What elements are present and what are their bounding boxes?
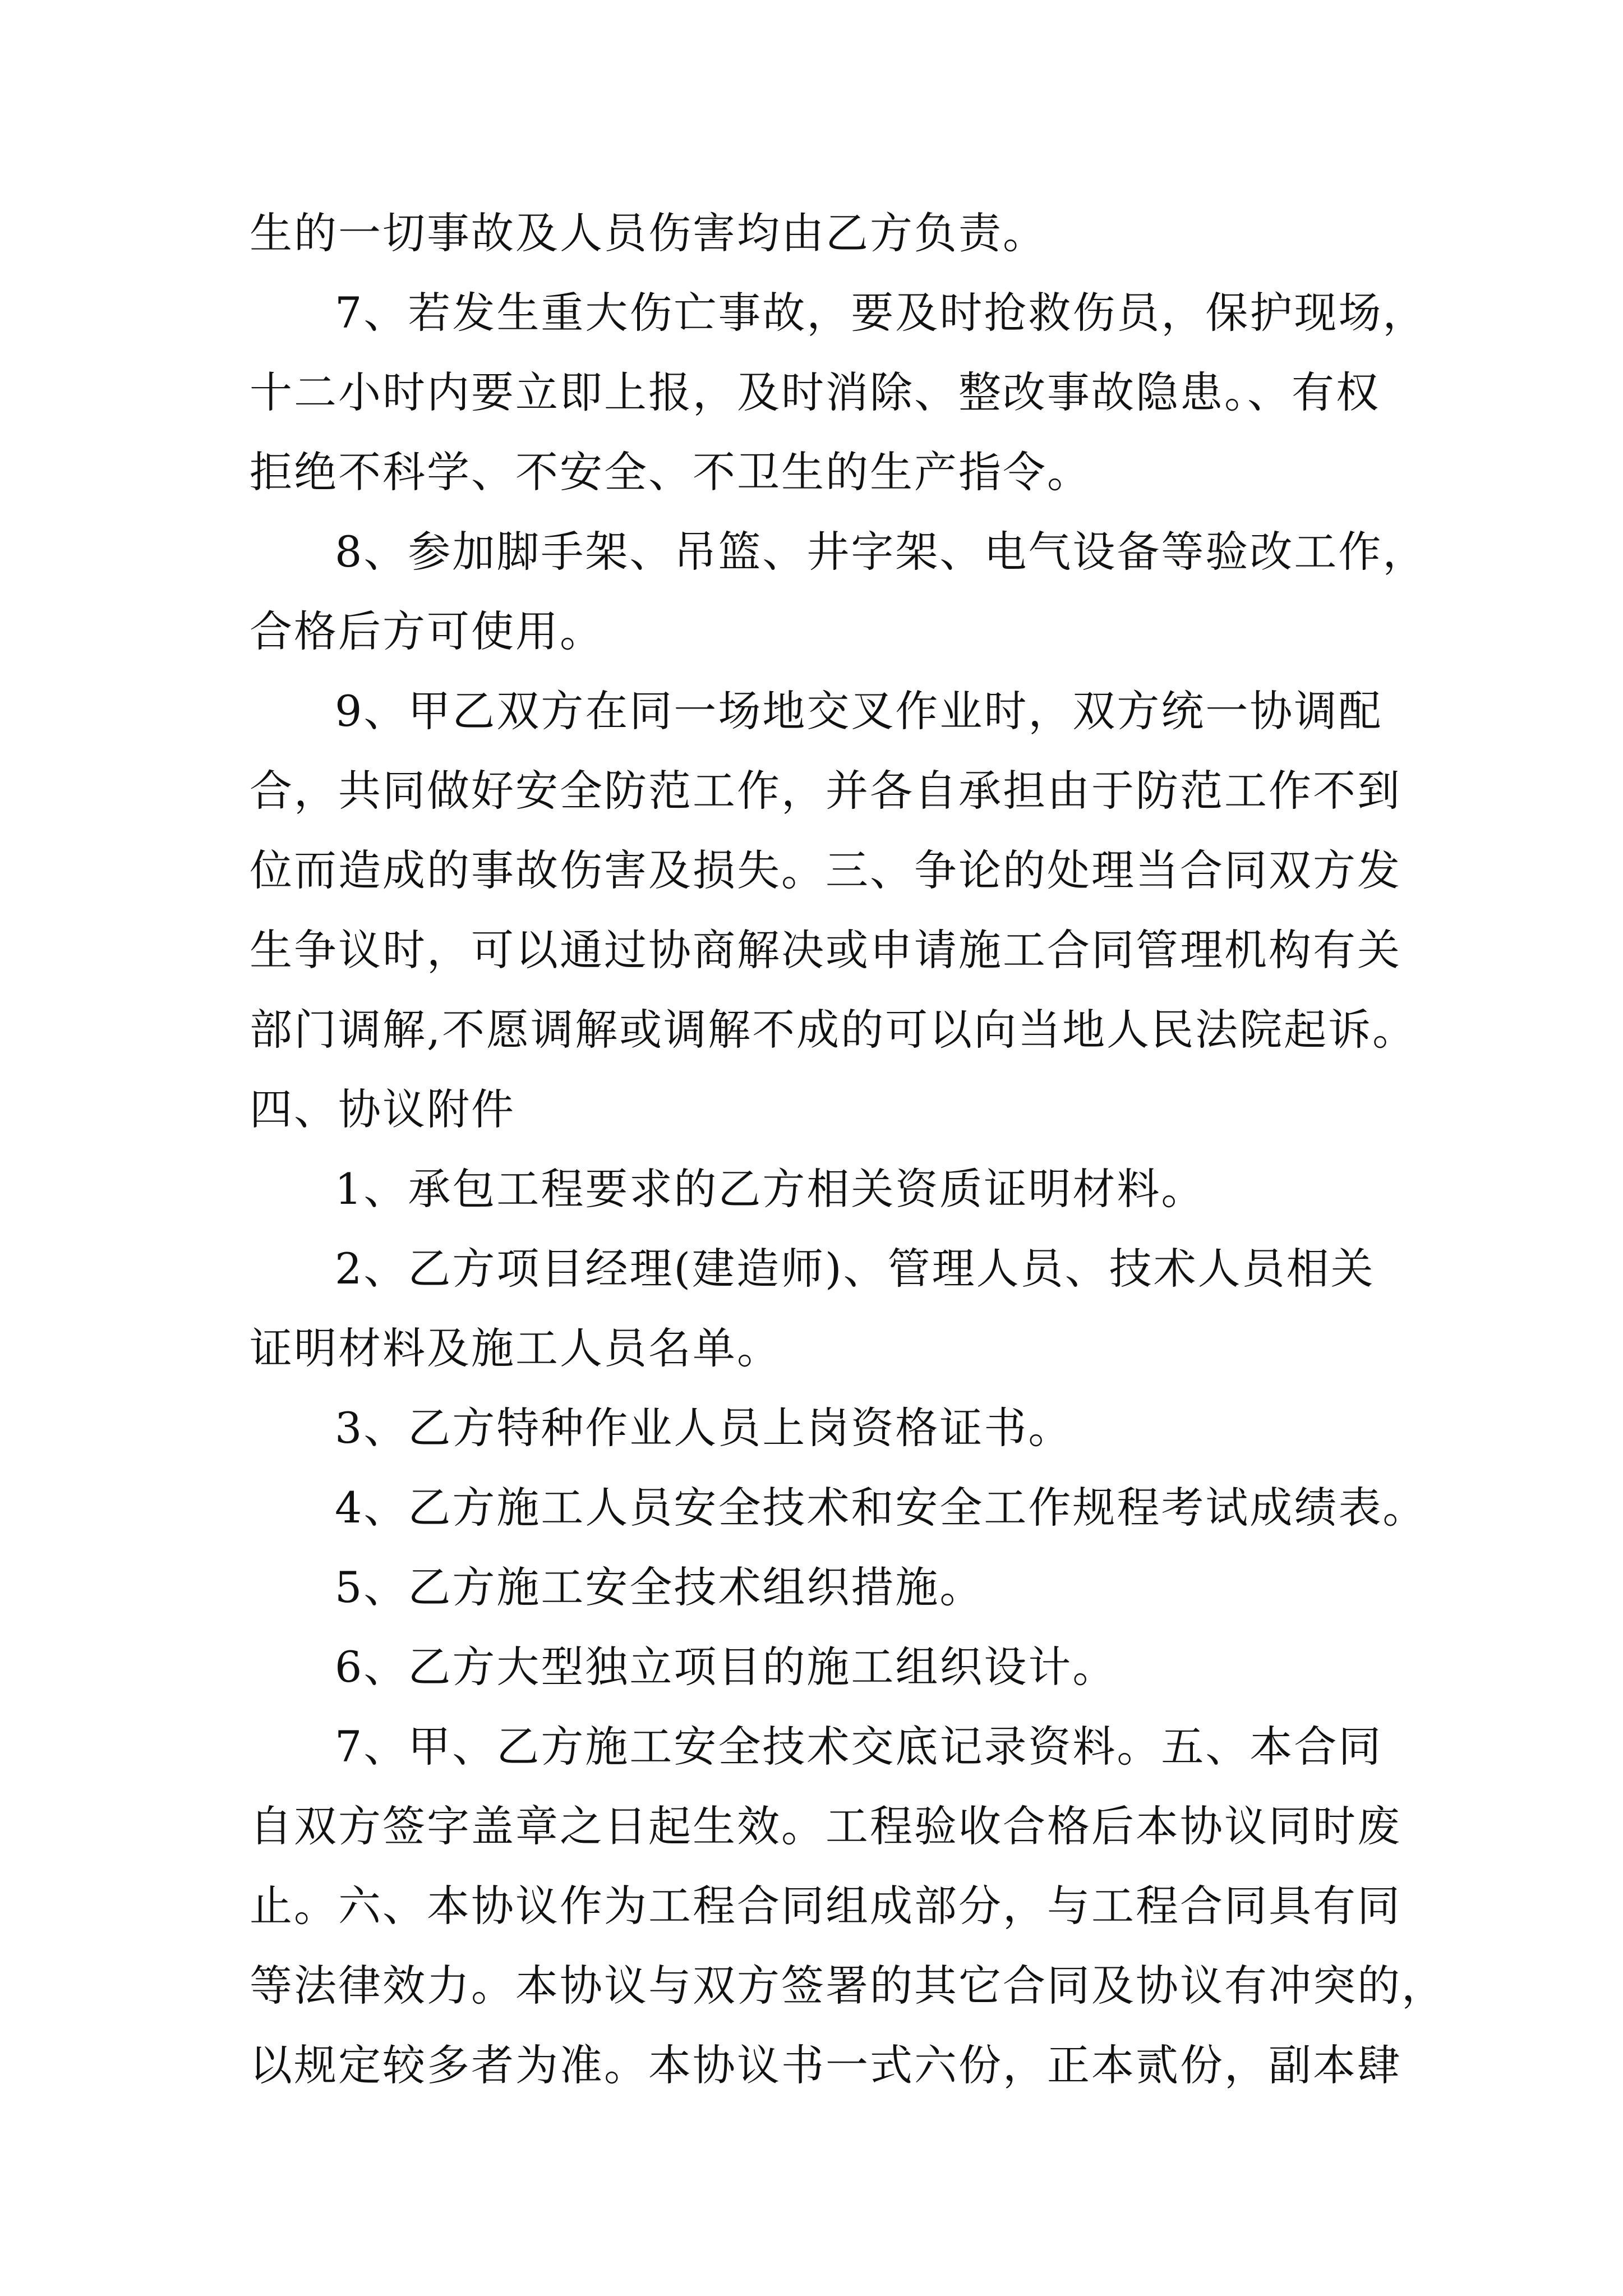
text-line: 2、乙方项目经理(建造师)、管理人员、技术人员相关 (335, 1244, 1375, 1294)
text-line: 以规定较多者为准。本协议书一式六份，正本贰份，副本肆 (250, 2040, 1401, 2090)
text-line: 位而造成的事故伤害及损失。三、争论的处理当合同双方发 (250, 845, 1401, 895)
text-line: 生的一切事故及人员伤害均由乙方负责。 (250, 208, 1047, 258)
text-line: 9、甲乙双方在同一场地交叉作业时，双方统一协调配 (335, 686, 1383, 736)
text-line: 1、承包工程要求的乙方相关资质证明材料。 (335, 1164, 1206, 1214)
text-line: 等法律效力。本协议与双方签署的其它合同及协议有冲突的， (250, 1961, 1446, 2010)
text-line: 拒绝不科学、不安全、不卫生的生产指令。 (250, 447, 1091, 497)
document-body (250, 194, 1446, 2105)
text-line: 自双方签字盖章之日起生效。工程验收合格后本协议同时废 (250, 1801, 1401, 1851)
text-line: 合，共同做好安全防范工作，并各自承担由于防范工作不到 (250, 766, 1401, 816)
text-line: 7、甲、乙方施工安全技术交底记录资料。五、本合同 (335, 1722, 1383, 1772)
text-line: 生争议时，可以通过协商解决或申请施工合同管理机构有关 (250, 925, 1401, 975)
text-line: 合格后方可使用。 (250, 606, 604, 656)
text-line: 3、乙方特种作业人员上岗资格证书。 (335, 1403, 1073, 1453)
text-line: 7、若发生重大伤亡事故，要及时抢救伤员，保护现场， (335, 288, 1427, 338)
text-line: 5、乙方施工安全技术组织措施。 (335, 1562, 984, 1612)
text-line: 8、参加脚手架、吊篮、井字架、电气设备等验改工作， (335, 527, 1427, 577)
text-line: 6、乙方大型独立项目的施工组织设计。 (335, 1642, 1117, 1692)
text-line: 4、乙方施工人员安全技术和安全工作规程考试成绩表。 (335, 1483, 1427, 1533)
text-line: 止。六、本协议作为工程合同组成部分，与工程合同具有同 (250, 1881, 1401, 1931)
text-line: 十二小时内要立即上报，及时消除、整改事故隐患。、有权 (250, 367, 1380, 417)
text-line: 部门调解,不愿调解或调解不成的可以向当地人民法院起诉。 (250, 1005, 1417, 1055)
text-line: 证明材料及施工人员名单。 (250, 1323, 781, 1373)
section-heading: 四、协议附件 (250, 1084, 515, 1134)
